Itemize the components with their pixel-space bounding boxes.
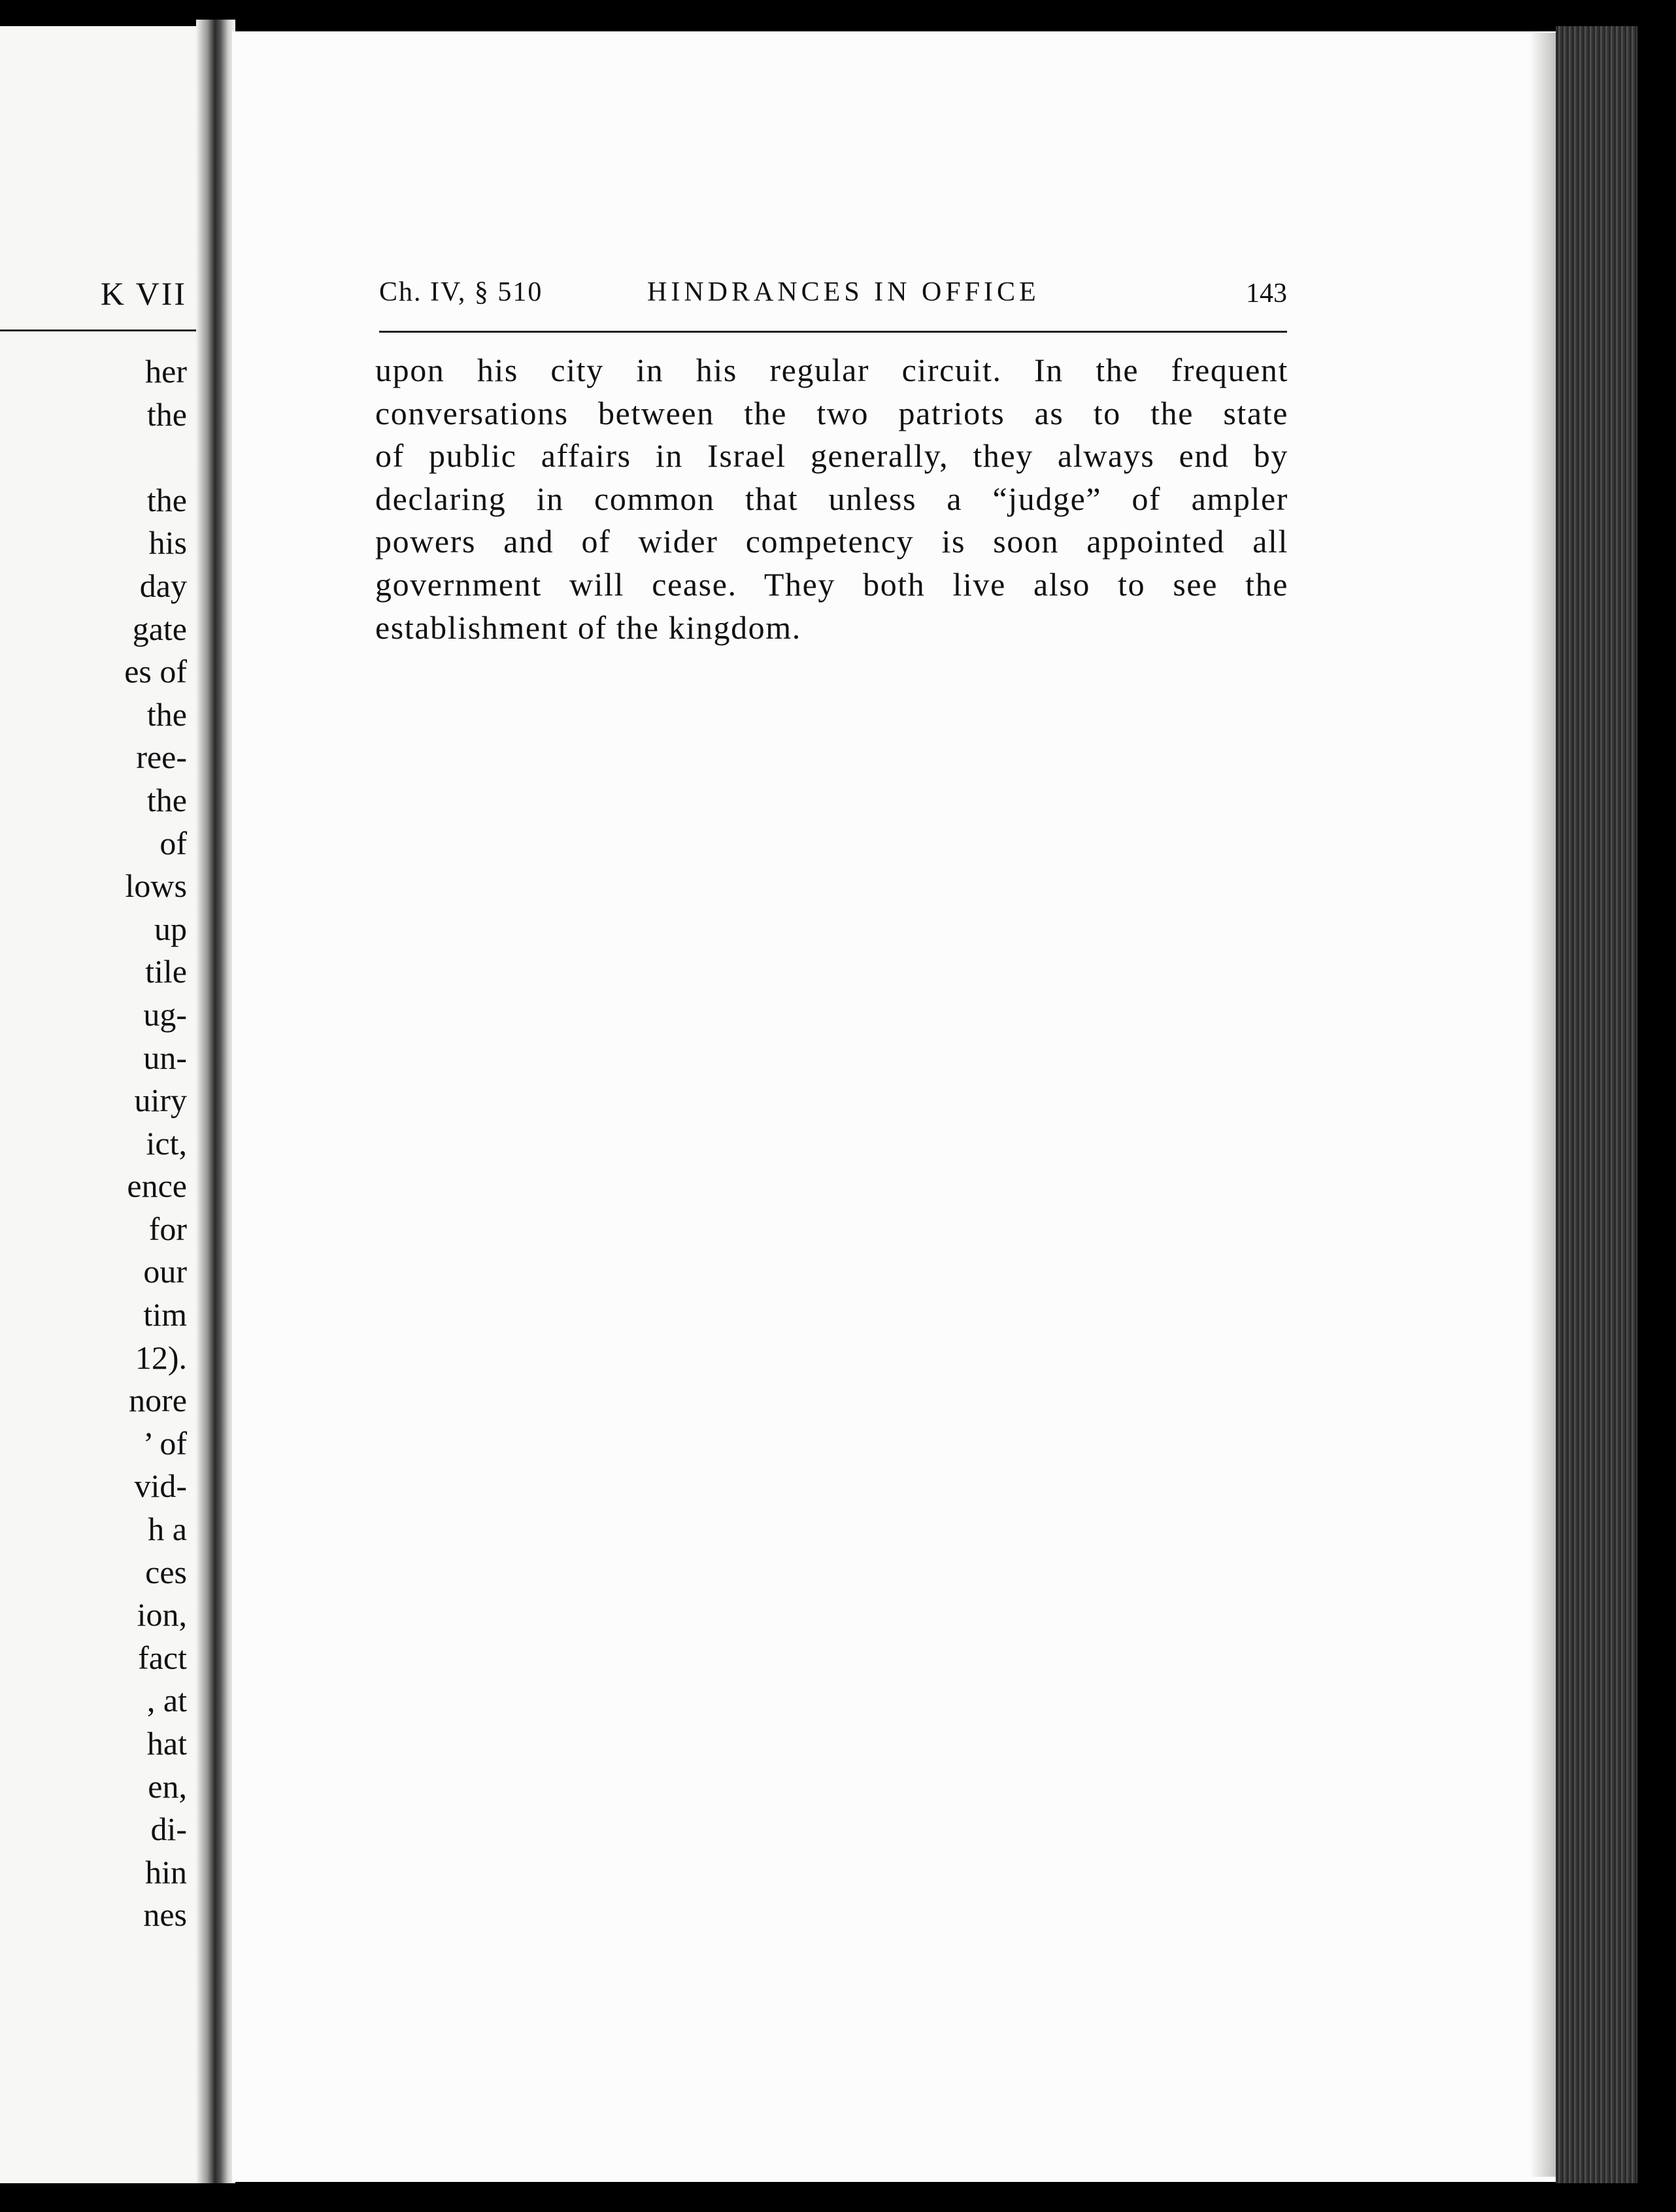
left-line: es of	[124, 653, 187, 690]
book-fore-edge	[1556, 26, 1637, 2183]
page-number: 143	[1246, 278, 1287, 309]
left-line: tile	[145, 953, 187, 990]
left-header-rule	[0, 329, 200, 331]
left-line-gap	[124, 436, 187, 479]
left-line: the	[146, 481, 187, 518]
header-rule	[379, 331, 1287, 333]
left-line: vid-	[134, 1467, 187, 1505]
main-page	[232, 31, 1572, 2182]
left-line: nes	[143, 1896, 187, 1934]
left-line: gate	[132, 610, 187, 647]
left-line: nore	[129, 1382, 187, 1419]
left-line: the	[146, 781, 187, 818]
left-line: ug-	[143, 996, 187, 1033]
left-line: our	[143, 1253, 187, 1290]
left-line: ree-	[136, 739, 187, 776]
left-line: hin	[145, 1853, 187, 1890]
left-line: day	[139, 567, 187, 604]
left-page-text	[124, 350, 187, 1937]
body-line: conversations between the two patriots as to the state	[375, 394, 1288, 431]
left-running-head: K VII	[100, 275, 187, 312]
facing-page-left	[0, 26, 204, 2183]
book-gutter	[196, 20, 235, 2183]
left-line: the	[146, 395, 187, 433]
body-line: declaring in common that unless a “judge” of ampler	[375, 480, 1288, 517]
left-line: of	[159, 824, 187, 862]
left-line: , at	[146, 1682, 187, 1719]
body-paragraph	[375, 349, 1288, 649]
left-line: ’ of	[142, 1424, 187, 1462]
left-line: the	[146, 695, 187, 733]
body-line: powers and of wider competency is soon appointed all	[375, 523, 1288, 560]
chapter-reference: Ch. IV, § 510	[379, 277, 543, 307]
left-line: lows	[125, 867, 187, 905]
left-line: her	[145, 353, 187, 390]
left-line: uiry	[134, 1082, 187, 1119]
left-line: h a	[148, 1511, 187, 1548]
left-line: for	[148, 1210, 187, 1247]
left-line: fact	[138, 1639, 187, 1676]
left-line: 12).	[135, 1339, 187, 1376]
left-line: un-	[143, 1039, 187, 1076]
left-line: hat	[146, 1725, 187, 1762]
running-head	[379, 250, 1287, 316]
body-line: upon his city in his regular circuit. In the frequent	[375, 352, 1288, 388]
body-line: establishment of the kingdom.	[375, 609, 801, 646]
left-line: ence	[127, 1167, 187, 1205]
left-line: his	[148, 524, 187, 561]
left-line: en,	[148, 1768, 187, 1805]
left-line: up	[154, 910, 187, 947]
left-line: tim	[143, 1296, 187, 1333]
page-edge-shadow	[1530, 33, 1557, 2177]
body-line: government will cease. They both live also to see the	[375, 565, 1288, 603]
left-line: ces	[145, 1553, 187, 1590]
left-line: ion,	[137, 1596, 187, 1634]
left-line: di-	[150, 1811, 187, 1848]
running-title: HINDRANCES IN OFFICE	[647, 277, 1040, 307]
body-line: of public affairs in Israel generally, they always end by	[375, 437, 1288, 475]
left-line: ict,	[146, 1124, 187, 1162]
